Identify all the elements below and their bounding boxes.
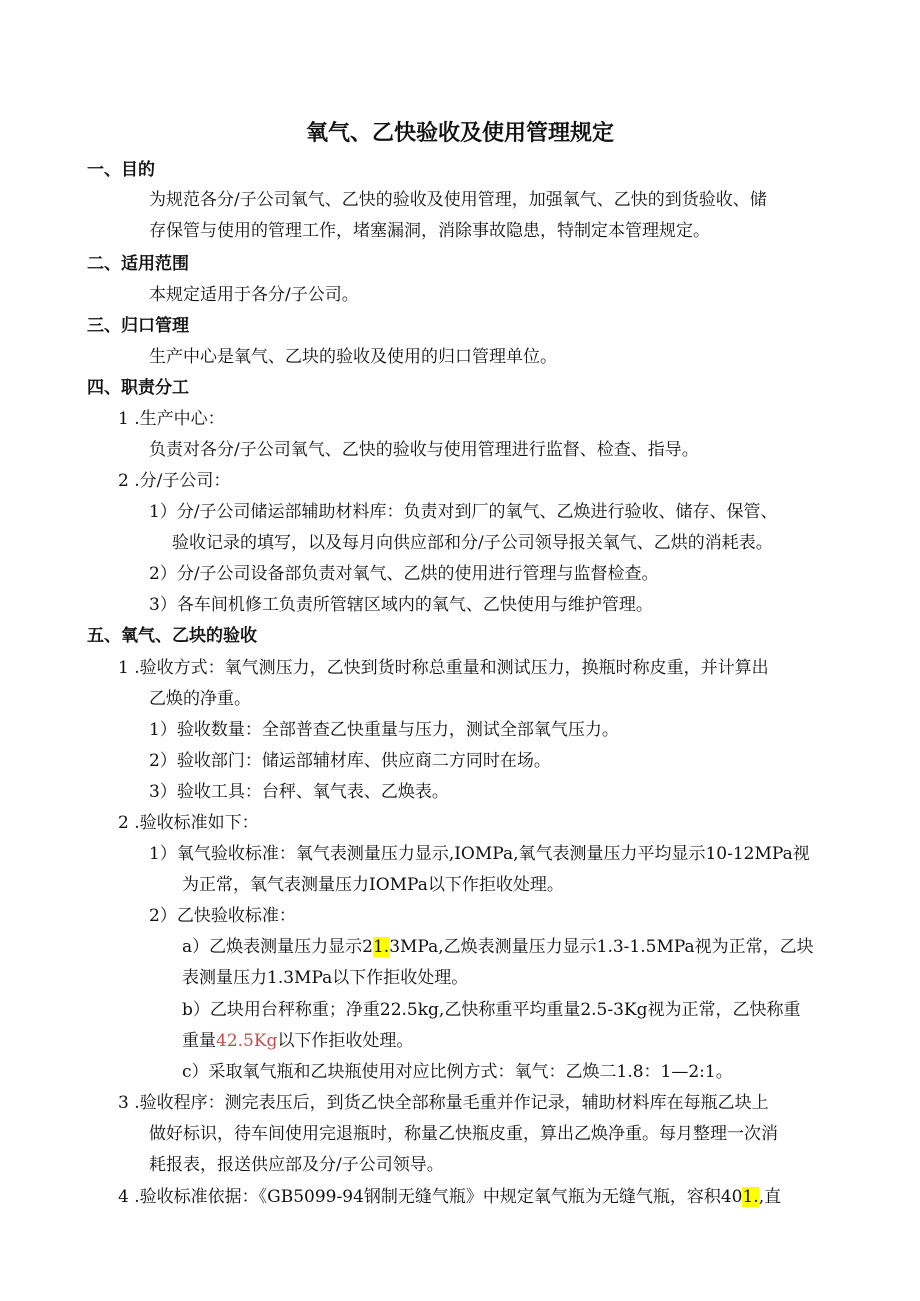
paragraph-line: 3）验收工具：台秤、氧气表、乙焕表。 — [149, 782, 449, 802]
paragraph-line: 验收记录的填写，以及每月向供应部和分/子公司领导报关氧气、乙烘的消耗表。 — [172, 533, 773, 553]
paragraph-line: 3 .验收程序：测完表压后，到货乙快全部称量毛重并作记录，辅助材料库在每瓶乙块上 — [118, 1093, 769, 1113]
paragraph-line: 1）验收数量：全部普查乙快重量与压力，测试全部氧气压力。 — [149, 720, 619, 740]
section-heading-management: 三、归口管理 — [87, 316, 189, 336]
paragraph-line: b）乙块用台秤称重；净重22.5kg,乙快称重平均重量2.5-3Kg视为正常，乙快称重 — [182, 1000, 801, 1020]
paragraph-line: 2）分/子公司设备部负责对氧气、乙烘的使用进行管理与监督检查。 — [149, 564, 659, 584]
paragraph-line: 2）乙快验收标准： — [149, 906, 296, 926]
paragraph-line: 1 .验收方式：氧气测压力，乙快到货时称总重量和测试压力，换瓶时称皮重，并计算出 — [118, 658, 769, 678]
paragraph-line: 2）验收部门：储运部辅材库、供应商二方同时在场。 — [149, 751, 551, 771]
document-title: 氧气、乙快验收及使用管理规定 — [305, 121, 614, 146]
paragraph-line: 做好标识，待车间使用完退瓶时，称量乙快瓶皮重，算出乙焕净重。每月整理一次消 — [149, 1124, 778, 1144]
paragraph-line — [182, 1027, 413, 1055]
red-text: 42.5Kg — [216, 1031, 278, 1051]
paragraph-line: 表测量压力1.3MPa以下作拒收处理。 — [182, 968, 469, 988]
section-heading-duties: 四、职责分工 — [87, 378, 189, 398]
paragraph-line: 生产中心是氧气、乙块的验收及使用的归口管理单位。 — [149, 347, 557, 367]
paragraph-line — [182, 933, 814, 961]
paragraph-line: c）采取氧气瓶和乙块瓶使用对应比例方式：氧气：乙焕二1.8：1—2:1。 — [182, 1062, 733, 1082]
paragraph-line — [118, 1183, 781, 1211]
section-heading-purpose: 一、目的 — [87, 160, 155, 180]
highlighted-text: 1. — [742, 1187, 759, 1207]
list-item-number: 2 .分/子公司： — [118, 471, 231, 491]
list-item-number: 1 .生产中心： — [118, 409, 225, 429]
text-run: 3MPa,乙焕表测量压力显示1.3-1.5MPa视为正常，乙块 — [389, 937, 814, 957]
section-heading-acceptance: 五、氧气、乙块的验收 — [87, 626, 257, 646]
text-run: 重量 — [182, 1031, 216, 1051]
paragraph-line: 为规范各分/子公司氧气、乙快的验收及使用管理，加强氧气、乙快的到货验收、储 — [149, 190, 767, 210]
text-run: ,直 — [758, 1187, 782, 1207]
paragraph-line: 耗报表，报送供应部及分/子公司领导。 — [149, 1155, 444, 1175]
paragraph-line: 1）分/子公司储运部辅助材料库：负责对到厂的氧气、乙焕进行验收、储存、保管、 — [149, 502, 778, 522]
paragraph-line: 3）各车间机修工负责所管辖区域内的氧气、乙快使用与维护管理。 — [149, 595, 653, 615]
list-item-number: 2 .验收标准如下： — [118, 813, 259, 833]
section-heading-scope: 二、适用范围 — [87, 254, 189, 274]
highlighted-text: 1. — [372, 937, 390, 957]
paragraph-line: 为正常，氧气表测量压力IOMPa以下作拒收处理。 — [182, 875, 564, 895]
text-run: 4 .验收标准依据：《GB5099-94钢制无缝气瓶》中规定氧气瓶为无缝气瓶，容积40 — [118, 1187, 743, 1207]
paragraph-line: 存保管与使用的管理工作，堵塞漏洞，消除事故隐患，特制定本管理规定。 — [149, 221, 710, 241]
text-run: a）乙焕表测量压力显示2 — [182, 937, 373, 957]
text-run: 以下作拒收处理。 — [277, 1031, 414, 1051]
paragraph-line: 本规定适用于各分/子公司。 — [149, 285, 359, 305]
paragraph-line: 负责对各分/子公司氧气、乙快的验收与使用管理进行监督、检查、指导。 — [149, 440, 699, 460]
paragraph-line: 1）氧气验收标准：氧气表测量压力显示,IOMPa,氧气表测量压力平均显示10-12MPa视 — [149, 844, 810, 864]
paragraph-line: 乙焕的净重。 — [149, 689, 251, 709]
